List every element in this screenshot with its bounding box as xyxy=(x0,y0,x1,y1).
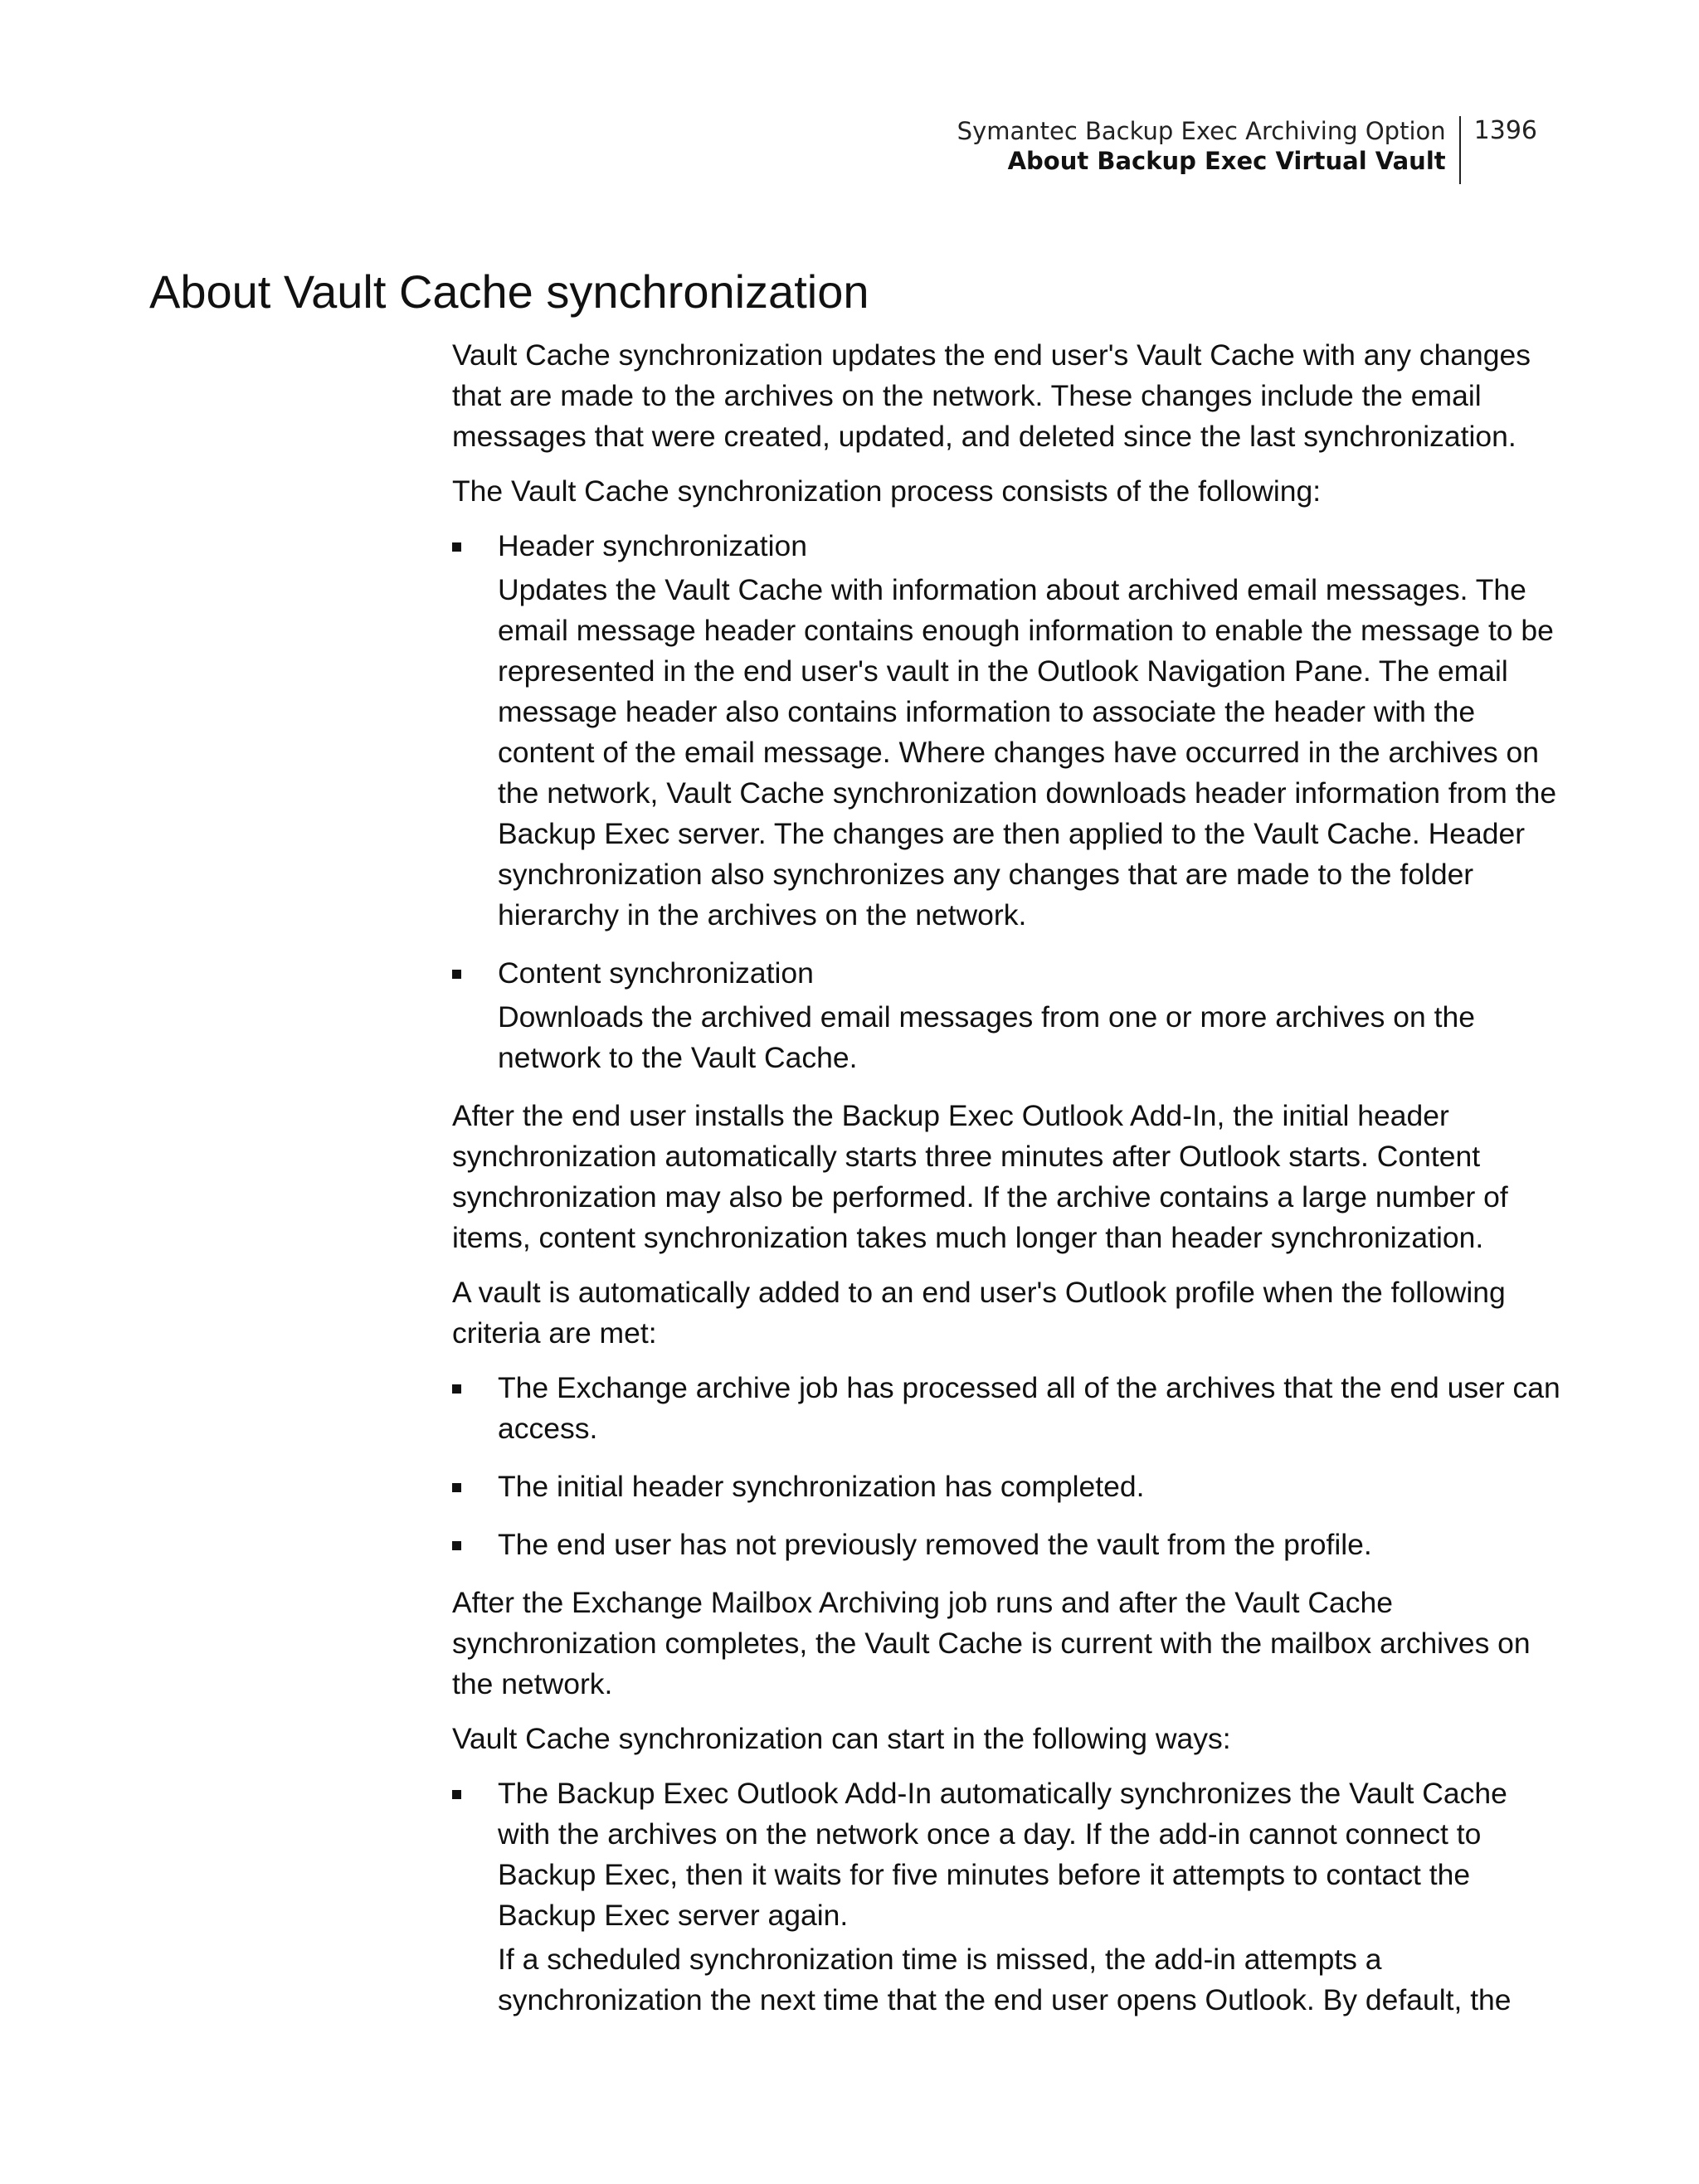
intro-paragraph: Vault Cache synchronization updates the end user's Vault Cache with any changes that are made to the archives on the network. These changes include the email messages that were created, updated, and deleted since the last synchronization. xyxy=(452,338,1531,453)
ways-intro-paragraph: Vault Cache synchronization can start in the following ways: xyxy=(452,1722,1231,1755)
criteria-list xyxy=(452,1368,1564,1565)
list-item-text: The Backup Exec Outlook Add-In automatically synchronizes the Vault Cache with the archives on the network once a day. If the add-in cannot connect to Backup Exec, then it waits for five minutes before it attempts to contact the Backup Exec server again. xyxy=(498,1777,1507,1932)
section-title: About Backup Exec Virtual Vault xyxy=(1007,147,1446,175)
list-item-title: Header synchronization xyxy=(498,529,807,562)
running-head xyxy=(957,116,1537,184)
bullet-icon xyxy=(452,1541,461,1550)
process-list xyxy=(452,526,1564,1078)
list-item-text: The Exchange archive job has processed all of the archives that the end user can access. xyxy=(498,1371,1560,1445)
running-head-titles xyxy=(957,116,1459,176)
process-intro-paragraph: The Vault Cache synchronization process consists of the following: xyxy=(452,474,1322,508)
list-item xyxy=(452,1467,1564,1507)
bullet-icon xyxy=(452,1483,461,1492)
after-job-paragraph: After the Exchange Mailbox Archiving job runs and after the Vault Cache synchronization completes, the Vault Cache is current with the mailbox archives on the network. xyxy=(452,1586,1531,1700)
after-install-paragraph: After the end user installs the Backup Exec Outlook Add-In, the initial header synchronization automatically starts three minutes after Outlook starts. Content synchronization may also be performed. If the archive contains a large number of items, content synchronization takes much longer than header synchronization. xyxy=(452,1099,1508,1254)
book-title: Symantec Backup Exec Archiving Option xyxy=(957,117,1446,145)
list-item-description: Downloads the archived email messages from one or more archives on the network to the Vault Cache. xyxy=(498,1000,1475,1074)
list-item xyxy=(452,1773,1564,2021)
bullet-icon xyxy=(452,1384,461,1394)
criteria-intro-paragraph: A vault is automatically added to an end user's Outlook profile when the following criteria are met: xyxy=(452,1276,1506,1350)
bullet-icon xyxy=(452,542,461,552)
bullet-icon xyxy=(452,970,461,979)
list-item-text: The initial header synchronization has completed. xyxy=(498,1470,1145,1503)
list-item xyxy=(452,953,1564,1078)
body-content xyxy=(452,335,1564,2038)
list-item-title: Content synchronization xyxy=(498,956,814,990)
bullet-icon xyxy=(452,1790,461,1799)
ways-list xyxy=(452,1773,1564,2021)
list-item-continuation: If a scheduled synchronization time is missed, the add-in attempts a synchronization the next time that the end user opens Outlook. By default, the xyxy=(498,1943,1512,2016)
page-number: 1396 xyxy=(1473,116,1537,145)
page-heading: About Vault Cache synchronization xyxy=(149,265,869,318)
list-item-text: The end user has not previously removed the vault from the profile. xyxy=(498,1528,1372,1561)
list-item xyxy=(452,1525,1564,1565)
list-item-description: Updates the Vault Cache with information about archived email messages. The email message header contains enough information to enable the message to be represented in the end user's vault in the Outlook Navigation Pane. The email message header also contains information to associate the header with the content of the email message. Where changes have occurred in the archives on the network, Vault Cache synchronization downloads header information from the Backup Exec server. The changes are then applied to the Vault Cache. Header synchronization also synchronizes any changes that are made to the folder hierarchy in the archives on the network. xyxy=(498,573,1557,931)
list-item xyxy=(452,1368,1564,1449)
list-item xyxy=(452,526,1564,936)
